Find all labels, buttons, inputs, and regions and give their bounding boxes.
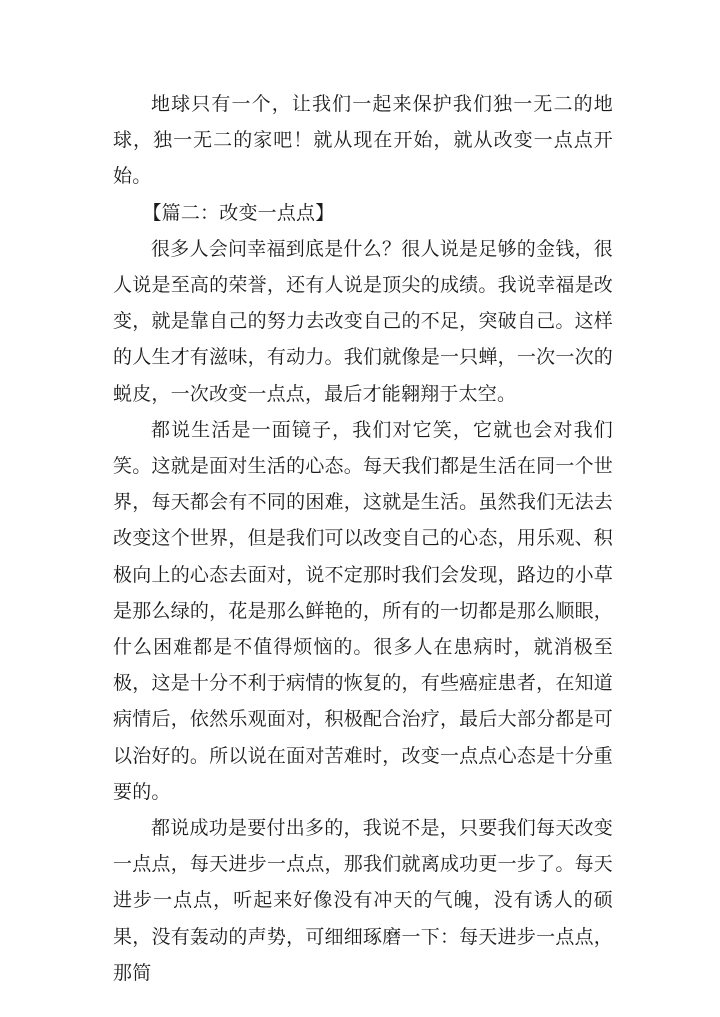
paragraph-closing: 地球只有一个，让我们一起来保护我们独一无二的地球，独一无二的家吧！就从现在开始，就从改变一点点开始。 [113, 93, 613, 188]
section-heading: 【篇二：改变一点点】 [142, 201, 335, 224]
paragraph-attitude: 都说生活是一面镜子，我们对它笑，它就也会对我们笑。这就是面对生活的心态。每天我们都是生活在同一个世界，每天都会有不同的困难，这就是生活。虽然我们无法去改变这个世界，但是我们可以改变自己的心态，用乐观、积极向上的心态去面对，说不定那时我们会发现，路边的小草是那么绿的，花是那么鲜艳的，所有的一切都是那么顺眼，什么困难都是不值得烦恼的。很多人在患病时，就消极至极，这是十分不利于病情的恢复的，有些癌症患者，在知道病情后，依然乐观面对，积极配合治疗，最后大部分都是可以治好的。所以说在面对苦难时，改变一点点心态是十分重要的。 [113, 418, 613, 803]
paragraph-success: 都说成功是要付出多的，我说不是，只要我们每天改变一点点，每天进步一点点，那我们就离成功更一步了。每天进步一点点，听起来好像没有冲天的气魄，没有诱人的硕果，没有轰动的声势，可细细琢磨一下：每天进步一点点，那简 [113, 817, 613, 984]
paragraph-happiness: 很多人会问幸福到底是什么？很人说是足够的金钱，很人说是至高的荣誉，还有人说是顶尖的成绩。我说幸福是改变，就是靠自己的努力去改变自己的不足，突破自己。这样的人生才有滋味，有动力。我们就像是一只蝉，一次一次的蜕皮，一次改变一点点，最后才能翱翔于太空。 [113, 237, 613, 405]
document-body [113, 86, 613, 991]
